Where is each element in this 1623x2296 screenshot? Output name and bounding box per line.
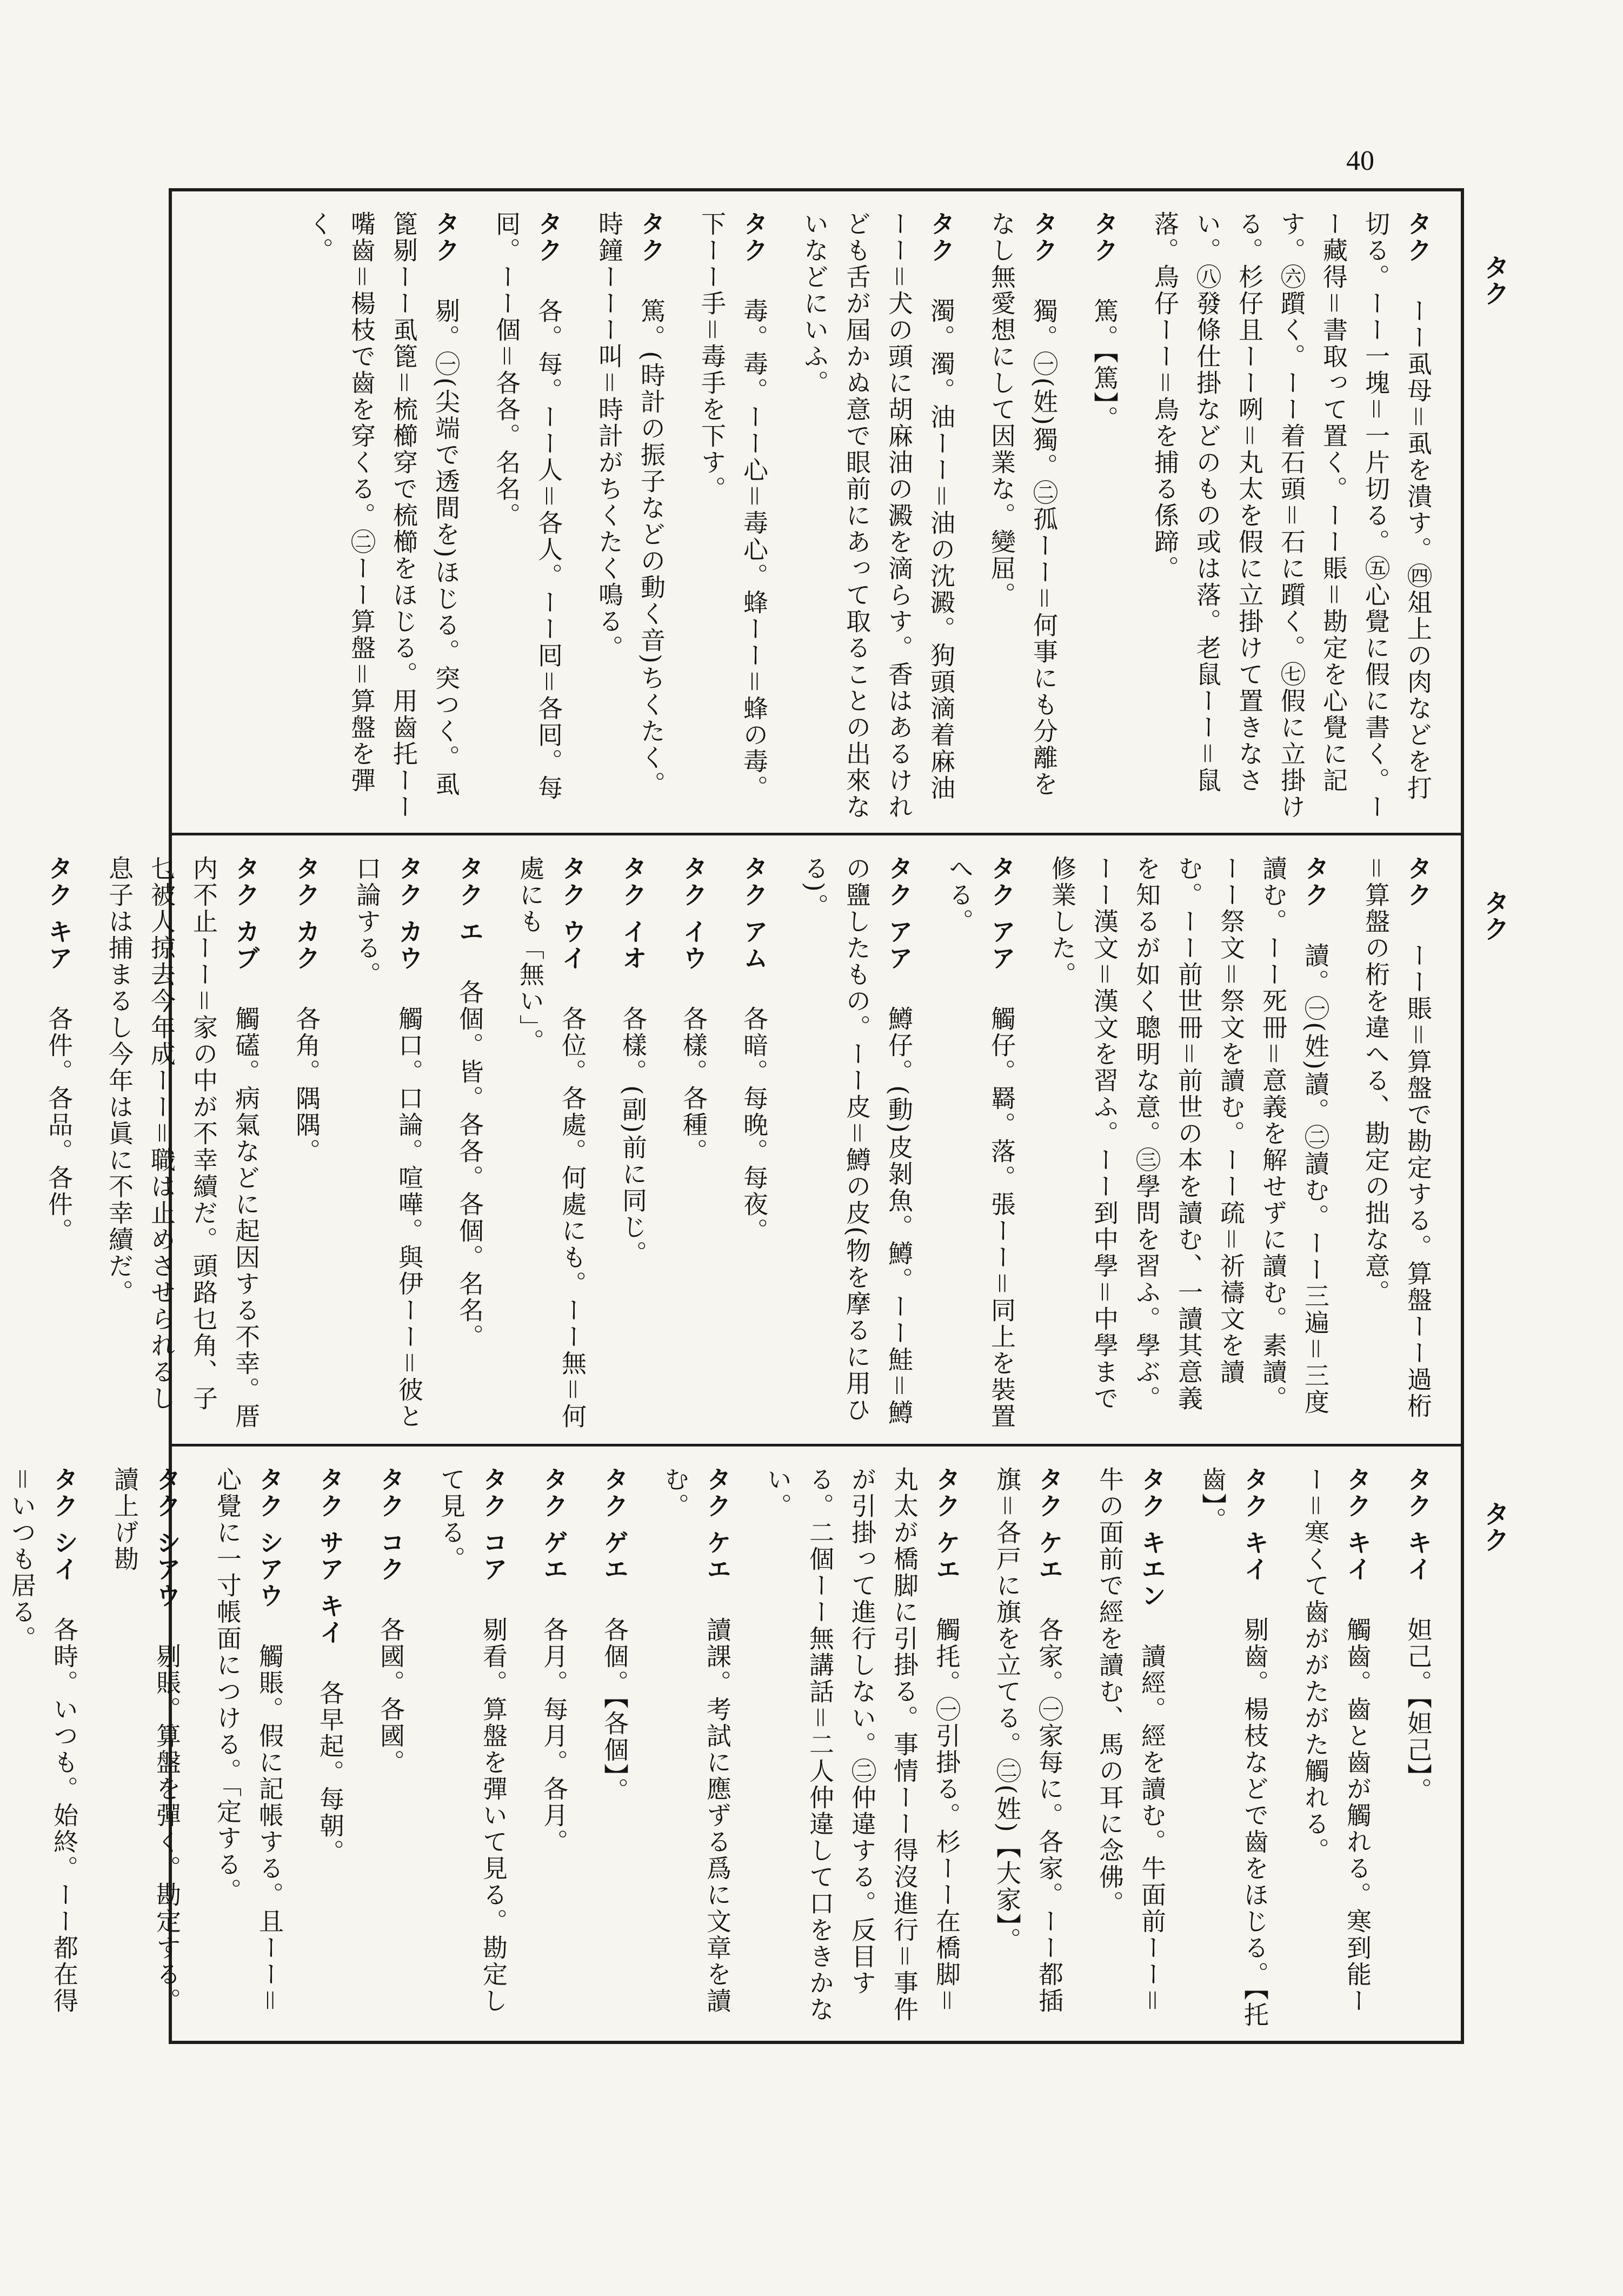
- entry-definition: 各個。【各個】。: [600, 1617, 629, 1804]
- dictionary-entry: [38, 855, 80, 1433]
- dictionary-entry: [430, 1466, 515, 2033]
- dictionary-entry: [1397, 1466, 1439, 2033]
- entry-headword-reading: タク: [1404, 211, 1433, 264]
- dictionary-entry: [588, 211, 673, 822]
- entry-definition: ーー賬＝算盤で勘定する。算盤ーー過桁＝算盤の桁を違へる、勘定の拙な意。: [1361, 855, 1433, 1419]
- entry-definition: 各。每。ーー人＝各人。ーー囘＝各囘。每囘。ーー個＝各各。名名。: [492, 211, 563, 801]
- entry-definition: 讀經。經を讀む。牛面前ーー＝牛の面前で經を讀む、馬の耳に念佛。: [1095, 1466, 1167, 2015]
- entry-headword-reading: タク アア: [884, 855, 914, 972]
- entry-headword-reading: タク イオ: [618, 855, 648, 972]
- dictionary-entry: [673, 855, 715, 1433]
- dictionary-entry: [794, 855, 920, 1433]
- dictionary-entry: [346, 855, 430, 1433]
- dictionary-frame: [8, 188, 1464, 2044]
- dictionary-entry: [104, 1466, 188, 2033]
- entry-definition: 觸仔。羇。落。張ーー＝同上を裝置へる。: [945, 855, 1016, 1430]
- dictionary-entry: [986, 1466, 1070, 2033]
- entry-headword-reading: タク シアウ: [152, 1466, 182, 1610]
- entry-headword-reading: タク カブ: [231, 855, 261, 972]
- entry-definition: 各個。皆。各各。各個。名名。: [455, 979, 484, 1351]
- dictionary-entry: [207, 1466, 291, 2033]
- tier-middle: [44, 836, 1461, 1444]
- entry-headword-reading: タク カウ: [395, 855, 424, 972]
- entry-definition: 各早起。每朝。: [316, 1680, 345, 1866]
- dictionary-entry: [533, 1466, 575, 2033]
- dictionary-entry: [794, 211, 962, 822]
- entry-headword-reading: タク イウ: [679, 855, 708, 972]
- entry-headword-reading: タク: [927, 211, 956, 264]
- dictionary-entry: [1192, 1466, 1276, 2033]
- entry-definition: 篤。【篤】。: [1090, 298, 1119, 432]
- entry-definition: 剔賬。算盤を彈く。勘定する。讀上げ勘: [110, 1466, 182, 2015]
- entry-definition: 讀課。考試に應ずる爲に文章を讀む。: [661, 1466, 732, 2015]
- dictionary-entry: [1355, 855, 1439, 1433]
- entry-definition: 剔看。算盤を彈いて見る。勘定して見る。: [437, 1466, 508, 2015]
- dictionary-entry: [757, 1466, 968, 2033]
- entry-definition: 各角。隅隅。: [292, 1006, 321, 1165]
- entry-headword-reading: タク キイ: [1240, 1466, 1269, 1583]
- entry-headword-reading: タク キエン: [1138, 1466, 1167, 1610]
- entry-headword-reading: タク ケエ: [703, 1466, 732, 1583]
- tier-divider: [172, 1444, 1461, 1446]
- entry-headword-reading: タク ウイ: [558, 855, 587, 972]
- dictionary-entry: [98, 855, 267, 1433]
- entry-definition: 各位。各處。何處にも。ーー無＝何處にも「無い」。: [516, 855, 587, 1430]
- entry-headword-reading: タク コク: [376, 1466, 405, 1583]
- entry-definition: 觸齒。齒と齒が觸れる。寒到能ーー＝寒くて齒ががたがた觸れる。: [1301, 1466, 1372, 2015]
- dictionary-entry: [691, 211, 775, 822]
- entry-definition: 各樣。(副)前に同じ。: [618, 1006, 648, 1267]
- dictionary-entry: [309, 1466, 351, 2033]
- dictionary-entry: [370, 1466, 412, 2033]
- entry-headword-reading: タク: [1404, 855, 1433, 908]
- entry-headword-reading: タク キイ: [1404, 1466, 1433, 1583]
- dictionary-entry: [485, 211, 570, 822]
- entry-definition: 妲己。【妲己】。: [1404, 1617, 1433, 1804]
- dictionary-entry: [509, 855, 594, 1433]
- entry-definition: 觸口。口論。喧嘩。與伊ーー＝彼と口論する。: [352, 855, 424, 1430]
- margin-index-mark: タク: [1479, 890, 1509, 941]
- entry-headword-reading: タク: [534, 211, 563, 264]
- entry-headword-reading: タク: [431, 211, 461, 264]
- entry-definition: 毒。毒。ーー心＝毒心。蜂ーー＝蜂の毒。下ーー手＝毒手を下す。: [697, 211, 769, 801]
- dictionary-entry: [1089, 1466, 1173, 2033]
- dictionary-entry: [612, 855, 654, 1433]
- entry-headword-reading: タク: [1090, 211, 1119, 264]
- tier-bottom: [8, 1447, 1461, 2044]
- entry-definition: 觸賬。假に記帳する。且ーー＝心覺に一寸帳面につける。「定する。: [213, 1466, 284, 2015]
- entry-headword-reading: タク カク: [292, 855, 321, 972]
- entry-definition: 觸㧌。㊀引掛る。杉ーー在橋脚＝丸太が橋脚に引掛る。事情ーー得沒進行＝事件が引掛って進行しない。㊁仲違する。反目する。二個ーー無講話＝二人仲違して口をきかない。: [763, 1466, 961, 2023]
- entry-definition: 各月。每月。各月。: [540, 1617, 569, 1856]
- entry-headword-reading: タク キイ: [1343, 1466, 1372, 1583]
- entry-headword-reading: タク シアウ: [255, 1466, 284, 1610]
- entry-definition: 篤。(時計の振子などの動く音)ちくたく。時鐘ーーー叫＝時計がちくたく鳴る。: [595, 211, 666, 798]
- entry-definition: 各暗。每晚。每夜。: [740, 1006, 769, 1245]
- entry-definition: 各樣。各種。: [679, 1006, 708, 1165]
- entry-definition: 濁。濁。油ーー＝油の沈澱。狗頭滴着麻油ーー＝犬の頭に胡麻油の澱を滴らす。香はあるけれども舌が屆かぬ意で眼前にあって取ることの出來ないなどにいふ。: [800, 211, 956, 820]
- dictionary-entry: [1144, 211, 1439, 822]
- entry-headword-reading: タク ケエ: [1035, 1466, 1064, 1583]
- page-number: 40: [1346, 145, 1374, 176]
- entry-definition: 各家。㊀家每に。各家。ーー都插旗＝各戸に旗を立てる。㊁(姓)【大家】。: [993, 1466, 1064, 2015]
- margin-index-mark: タク: [1479, 1501, 1509, 1552]
- entry-headword-reading: タク サア キイ: [316, 1466, 345, 1647]
- dictionary-entry: [594, 1466, 636, 2033]
- entry-headword-reading: タク アム: [740, 855, 769, 972]
- dictionary-entry: [1083, 211, 1126, 822]
- entry-headword-reading: タク シイ: [50, 1466, 79, 1583]
- entry-headword-reading: タク コア: [479, 1466, 508, 1583]
- dictionary-entry: [285, 855, 328, 1433]
- entry-definition: 剔齒。楊枝などで齒をほじる。【托齒】。: [1198, 1466, 1269, 2029]
- entry-headword-reading: タク アア: [987, 855, 1016, 972]
- entry-headword-reading: タク ゲエ: [600, 1466, 629, 1583]
- dictionary-entry: [1, 1466, 85, 2033]
- tier-top: [172, 191, 1461, 833]
- entry-definition: 各時。いつも。始終。ーー都在得＝いつも居る。: [8, 1466, 79, 2015]
- entry-definition: 各件。各品。各件。: [44, 1006, 74, 1245]
- dictionary-entry: [1294, 1466, 1379, 2033]
- entry-headword-reading: タク エ: [455, 855, 484, 946]
- dictionary-entry: [981, 211, 1065, 822]
- entry-definition: 獨。㊀(姓)獨。㊁孤ーー＝何事にも分離をなし無愛想にして因業な。變屈。: [987, 211, 1059, 798]
- tier-divider: [172, 833, 1461, 835]
- entry-definition: 剔。㊀(尖端で透間を)ほじる。突つく。虱篦剔ーー虱篦＝梳櫛穿で梳櫛をほじる。用齒托ーー嘴齒＝楊枝で齒を穿くる。㊁ーー算盤＝算盤を彈く。: [305, 211, 461, 820]
- entry-headword-reading: タク: [637, 211, 666, 264]
- dictionary-entry: [733, 855, 775, 1433]
- margin-index-mark: タク: [1479, 254, 1509, 306]
- dictionary-entry: [939, 855, 1023, 1433]
- entry-definition: 各國。各國。: [376, 1617, 405, 1776]
- entry-headword-reading: タク ケエ: [932, 1466, 961, 1583]
- dictionary-entry: [298, 211, 467, 822]
- entry-definition: 觸礚。病氣などに起因する不幸。厝内不止ーー＝家の中が不幸續だ。頭路乜角、子乜被人掠去今年成ーー＝職は止めさせられるし息子は捕まるし今年は眞に不幸續だ。: [105, 855, 261, 1430]
- entry-headword-reading: タク キア: [44, 855, 74, 972]
- entry-definition: 鱒仔。(動)皮剝魚。鱒。ーー鮭＝鱒の鹽したもの。ーー皮＝鱒の皮(物を摩るに用ひる)。: [800, 855, 914, 1426]
- dictionary-entry: [654, 1466, 739, 2033]
- dictionary-entry: [449, 855, 491, 1433]
- entry-headword-reading: タク ゲエ: [540, 1466, 569, 1583]
- entry-definition: 讀。㊀(姓)讀。㊁讀む。ーー三遍＝三度讀む。ーー死冊＝意義を解せずに讀む。素讀。ーー祭文＝祭文を讀む。ーー疏＝祈禱文を讀む。ーー前世冊＝前世の本を讀む、一讀其意義を知るが如く聰明な意。㊂學問を習ふ。學ぶ。ーー漢文＝漢文を習ふ。ーー到中學＝中學まで修業した。: [1048, 855, 1330, 1416]
- entry-definition: ーー虱母＝虱を潰す。㊃俎上の肉などを打切る。ーー一塊＝一片切る。㊄心覺に假に書く。ーー藏得＝書取って置く。ーー賬＝勘定を心覺に記す。㊅躓く。ーー着石頭＝石に躓く。㊆假に立掛ける。杉仔且ーー咧＝丸太を假に立掛けて置きなさい。㊇發條仕掛などのもの或は落。老鼠ーー＝鼠落。鳥仔ーー＝鳥を捕る係蹄。: [1150, 211, 1433, 820]
- entry-headword-reading: タク: [1301, 855, 1330, 908]
- entry-headword-reading: タク: [740, 211, 769, 264]
- dictionary-entry: [1041, 855, 1336, 1433]
- entry-headword-reading: タク: [1029, 211, 1059, 264]
